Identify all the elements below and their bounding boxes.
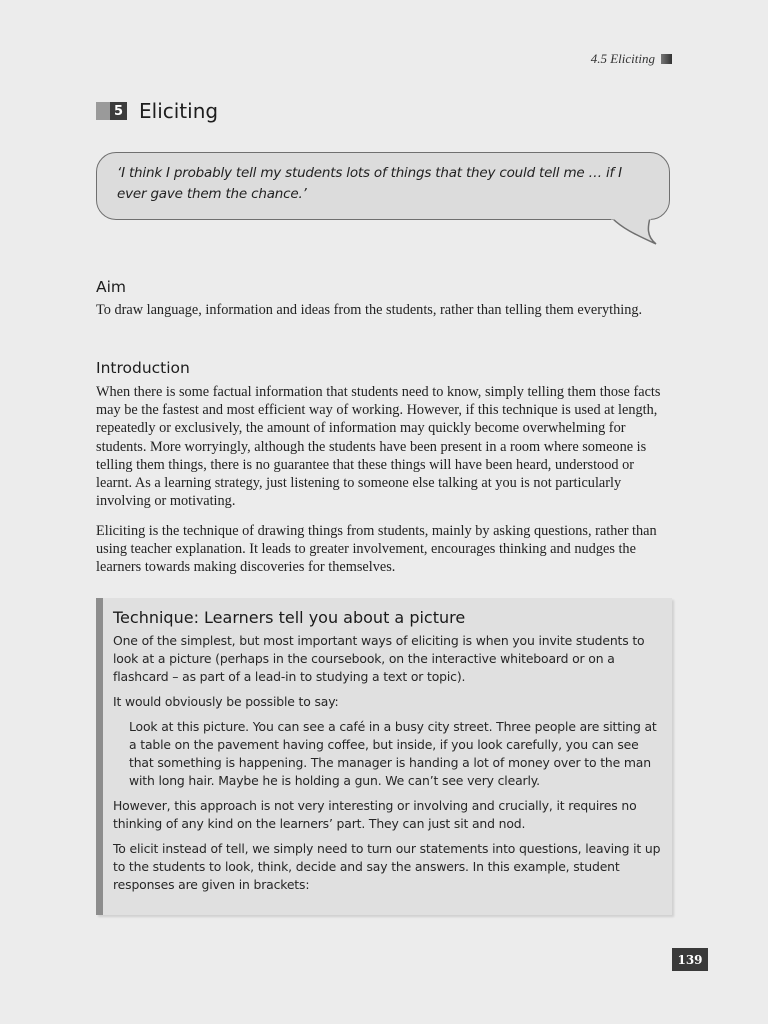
- running-head-text: 4.5 Eliciting: [590, 51, 655, 66]
- chapter-number: 5: [110, 102, 127, 120]
- technique-paragraph-2: It would obviously be possible to say:: [113, 694, 339, 709]
- technique-paragraph-1: One of the simplest, but most important ways of eliciting is when you invite students to look at a picture (perhaps in the coursebook, on the interactive whiteboard or on a flashcard – as part of a lead-in to studying a text or topic).: [113, 633, 645, 684]
- quote-bubble: [96, 152, 672, 248]
- square-icon: [661, 54, 672, 64]
- chapter-title: Eliciting: [139, 99, 219, 123]
- introduction-paragraph-1: When there is some factual information that students need to know, simply telling them those facts may be the fastest and most efficient way of working. However, if this technique is used at length, repeatedly or exclusively, the amount of information may quickly become overwhelming for students. More worryingly, although the students have been present in a room where someone is telling them things, there is no guarantee that these things will have been heard, understood or learnt. As a learning strategy, just listening to someone else talking at you is not particularly involving or motivating.: [96, 384, 661, 510]
- speech-bubble-tail-icon: [610, 212, 660, 248]
- technique-example-quote: Look at this picture. You can see a café in a busy city street. Three people are sitting at a table on the pavement having coffee, but inside, if you look carefully, you can see that something is happening. The manager is handing a lot of money over to the man with long hair. Maybe he is holding a gun. We can’t see very clearly.: [129, 719, 657, 788]
- technique-paragraph-3: However, this approach is not very interesting or involving and crucially, it requires no thinking of any kind on the learners’ part. They can just sit and nod.: [113, 798, 637, 831]
- quote-text: ‘I think I probably tell my students lots of things that they could tell me … if I ever gave them the chance.’: [96, 152, 670, 220]
- badge-bar: [96, 102, 110, 120]
- technique-heading: Technique: Learners tell you about a picture: [113, 608, 466, 627]
- technique-paragraph-4: To elicit instead of tell, we simply need to turn our statements into questions, leaving it up to the students to look, think, decide and say the answers. In this example, student responses are given in brackets:: [113, 841, 661, 892]
- technique-box: [96, 598, 672, 915]
- aim-heading: Aim: [96, 278, 127, 296]
- page-number: 139: [672, 948, 708, 971]
- chapter-number-badge: [96, 102, 127, 120]
- running-head: [591, 51, 672, 67]
- introduction-heading: Introduction: [96, 359, 190, 377]
- aim-text: To draw language, information and ideas from the students, rather than telling them everything.: [96, 302, 643, 318]
- introduction-paragraph-2: Eliciting is the technique of drawing things from students, mainly by asking questions, rather than using teacher explanation. It leads to greater involvement, encourages thinking and nudges the learners towards making discoveries for themselves.: [96, 523, 657, 576]
- chapter-heading: [96, 99, 218, 123]
